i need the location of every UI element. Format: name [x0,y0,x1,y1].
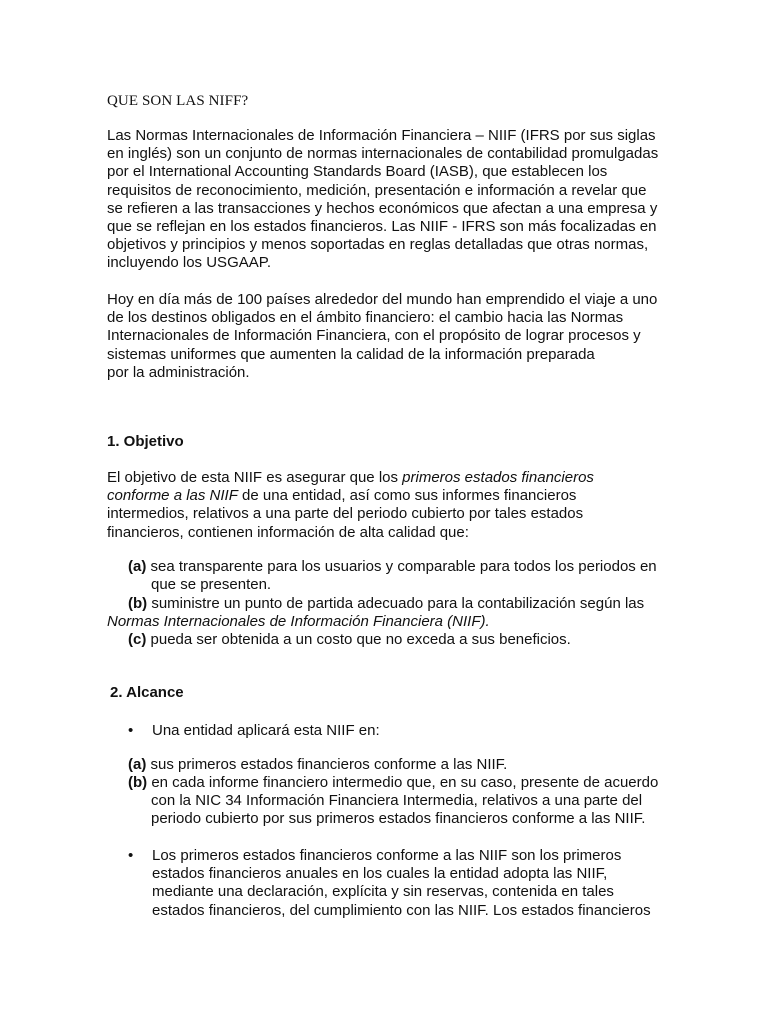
text-line: de los destinos obligados en el ámbito financiero: el cambio hacia las Normas [107,309,624,327]
bullet-paragraph [152,847,651,920]
text-line: por la administración. [107,363,250,381]
text-line: El objetivo de esta NIIF es asegurar que los primeros estados financieros [107,469,594,486]
text-line: sistemas uniformes que aumenten la calidad de la información preparada [107,345,595,363]
list-item-a: (a) sea transparente para los usuarios y comparable para todos los periodos en que se presenten. [128,558,657,594]
text-line: financieros, contienen información de alta calidad que: [107,523,469,541]
text-line: incluyendo los USGAAP. [107,254,271,272]
second-paragraph [107,291,667,382]
text-line: Los primeros estados financieros conforme a las NIIF son los primeros [152,847,622,864]
text-line: objetivos y principios y menos soportadas en reglas detalladas que otras normas, [107,236,649,254]
text-line: que se reflejan en los estados financieros. Las NIIF - IFRS son más focalizadas en [107,218,657,236]
list-item-c: (c) pueda ser obtenida a un costo que no exceda a sus beneficios. [128,631,571,648]
text-line: conforme a las NIIF de una entidad, así como sus informes financieros [107,487,577,505]
bullet-text: Una entidad aplicará esta NIIF en: [152,722,380,739]
list-item-b: (b) suministre un punto de partida adecuado para la contabilización según las [128,595,645,612]
alcance-item-a: (a) sus primeros estados financieros conforme a las NIIF. [128,756,508,773]
section-heading-alcance: 2. Alcance [110,684,184,701]
alcance-item-b: (b) en cada informe financiero intermedio que, en su caso, presente de acuerdo con la NIC 34 Información Financiera Intermedia, relativos a una parte del periodo cubierto por sus primeros estados financieros conforme a las NIIF. [128,774,659,828]
text-line: mediante una declaración, explícita y sin reservas, contenida en tales [152,883,614,901]
text-line: requisitos de reconocimiento, medición, presentación e información a revelar que [107,181,647,199]
text-line: intermedios, relativos a una parte del periodo cubierto por tales estados [107,505,584,523]
text-line: Las Normas Internacionales de Información Financiera – NIIF (IFRS por sus siglas [107,127,656,144]
bullet-dot: • [128,847,134,864]
objetivo-paragraph [107,469,667,542]
intro-paragraph [107,127,667,273]
text-line: por el International Accounting Standards Board (IASB), que establecen los [107,163,608,181]
bullet-dot: • [128,722,134,739]
list-item-b-continued: Normas Internacionales de Información Financiera (NIIF). [107,613,490,630]
doc-title: QUE SON LAS NIFF? [107,93,249,109]
text-line: Hoy en día más de 100 países alrededor del mundo han emprendido el viaje a uno [107,291,658,308]
text-line: se refieren a las transacciones y hechos económicos que afectan a una empresa y [107,199,658,217]
section-heading-objetivo: 1. Objetivo [107,433,184,450]
text-line: estados financieros, del cumplimiento con las NIIF. Los estados financieros [152,901,651,919]
text-line: Internacionales de Información Financiera, con el propósito de lograr procesos y [107,327,641,345]
text-line: en inglés) son un conjunto de normas internacionales de contabilidad promulgadas [107,145,659,163]
text-line: estados financieros anuales en los cuales la entidad adopta las NIIF, [152,865,608,883]
